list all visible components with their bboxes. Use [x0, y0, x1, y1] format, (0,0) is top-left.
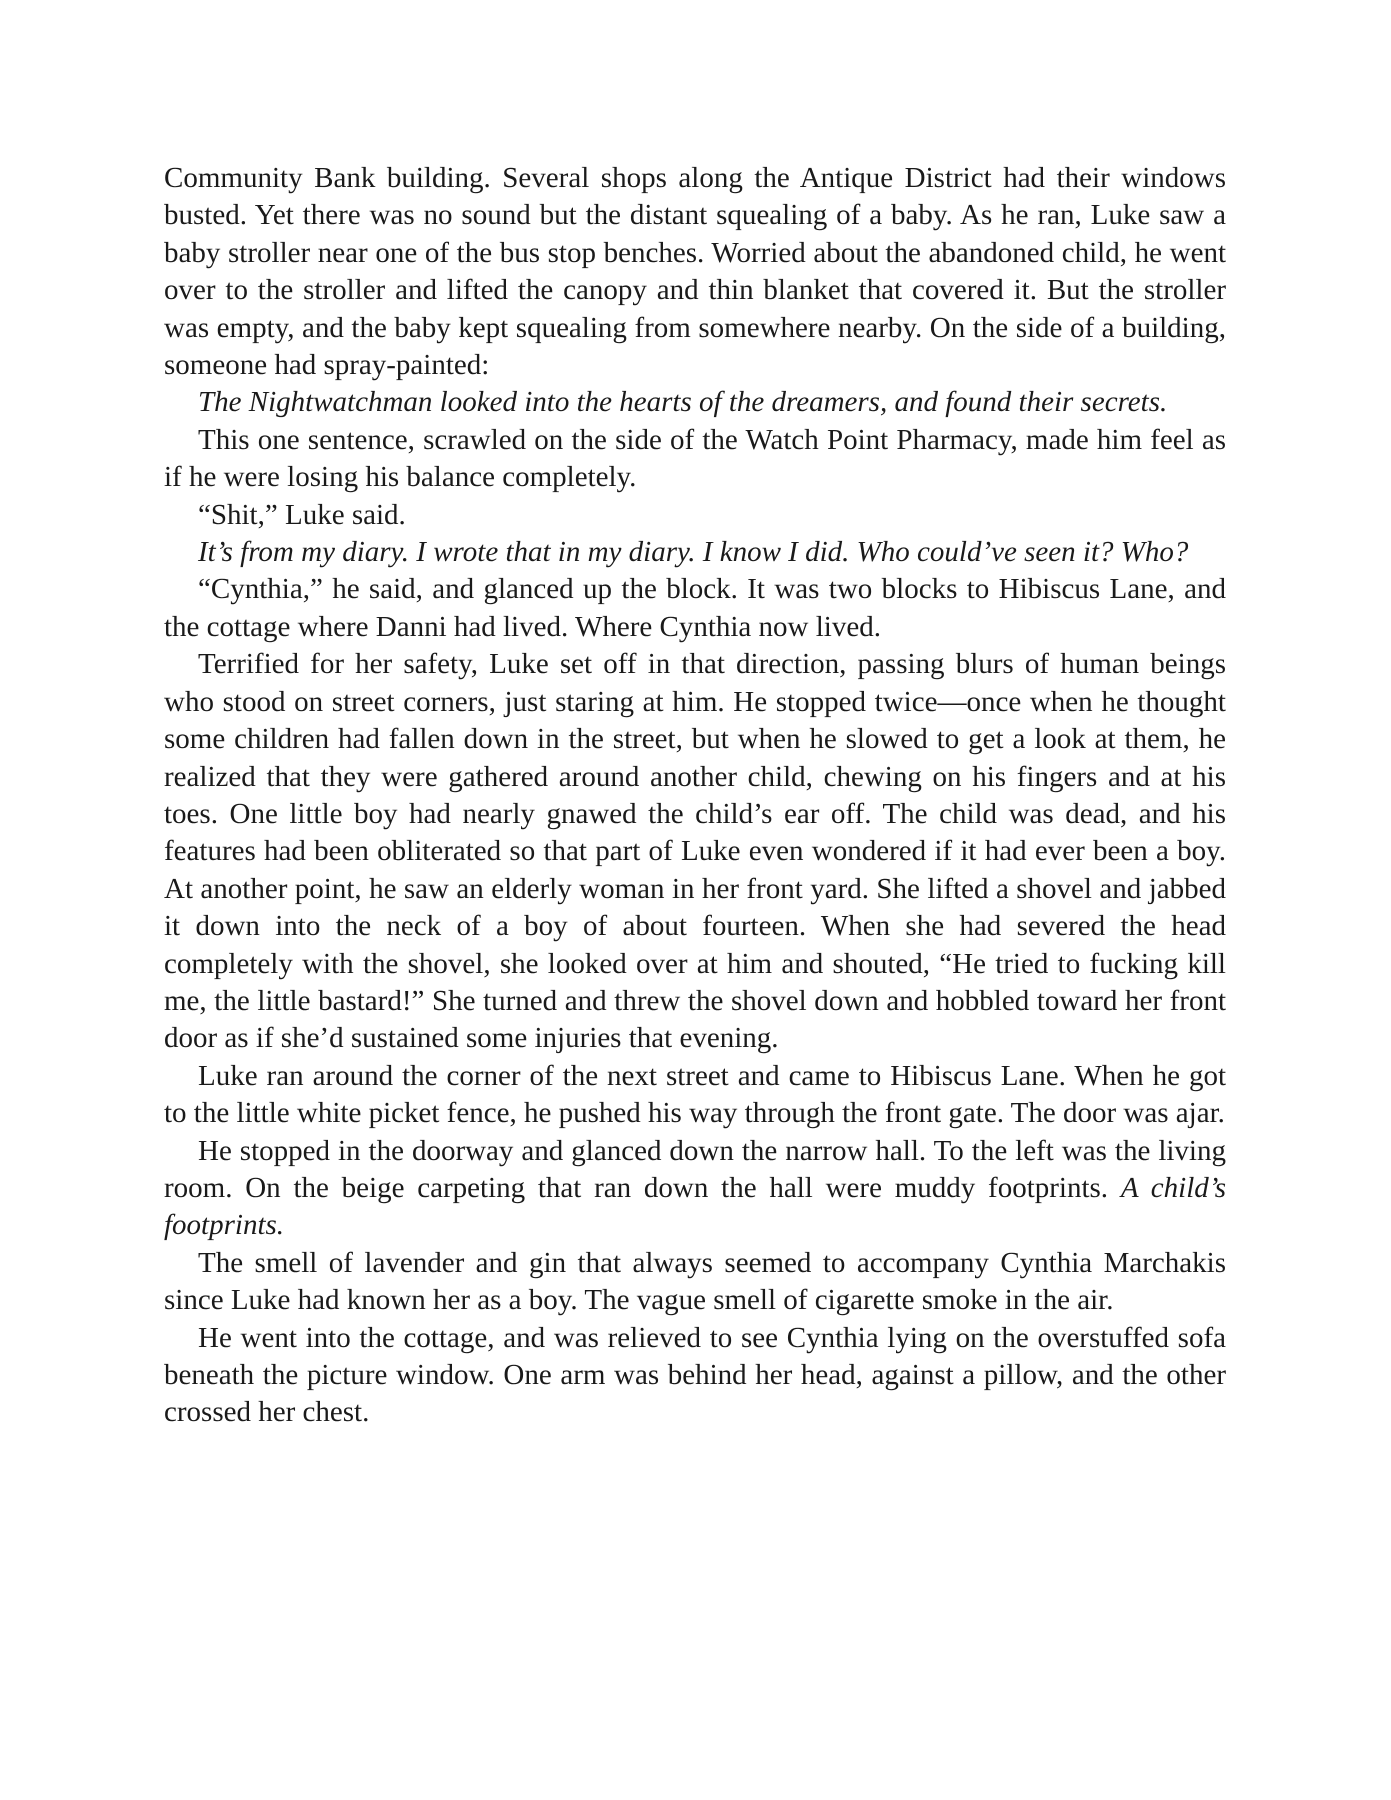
italic-text: It’s from my diary. I wrote that in my diary. I know I did. Who could’ve seen it? Who?: [198, 536, 1189, 569]
paragraph-8: [164, 1058, 1226, 1133]
paragraph-2: [164, 384, 1226, 421]
italic-text: A child’s footprints.: [164, 1171, 1226, 1242]
paragraph-text: Luke ran around the corner of the next street and came to Hibiscus Lane. When he got to the little white picket fence, he pushed his way through the front gate. The door was ajar.: [164, 1059, 1226, 1130]
paragraph-10: [164, 1245, 1226, 1320]
paragraph-text: Terrified for her safety, Luke set off in that direction, passing blurs of human beings who stood on street corners, just staring at him. He stopped twice—once when he thought some children had fallen down in the street, but when he slowed to get a look at them, he realized that they were gathered around another child, chewing on his fingers and at his toes. One little boy had nearly gnawed the child’s ear off. The child was dead, and his features had been obliterated so that part of Luke even wondered if it had ever been a boy. At another point, he saw an elderly woman in her front yard. She lifted a shovel and jabbed it down into the neck of a boy of about fourteen. When she had severed the head completely with the shovel, she looked over at him and shouted, “He tried to fucking kill me, the little bastard!” She turned and threw the shovel down and hobbled toward her front door as if she’d sustained some injuries that evening.: [164, 648, 1226, 1055]
paragraph-9: [164, 1133, 1226, 1245]
italic-text: The Nightwatchman looked into the hearts of the dreamers, and found their secrets.: [198, 386, 1168, 419]
paragraph-1: [164, 160, 1226, 384]
paragraph-3: [164, 422, 1226, 497]
book-page-body: [164, 160, 1226, 1432]
paragraph-11: [164, 1320, 1226, 1432]
paragraph-6: [164, 571, 1226, 646]
paragraph-text: He went into the cottage, and was relieved to see Cynthia lying on the overstuffed sofa beneath the picture window. One arm was behind her head, against a pillow, and the other crossed her chest.: [164, 1321, 1226, 1429]
paragraph-5: [164, 534, 1226, 571]
paragraph-7: [164, 646, 1226, 1057]
paragraph-text: Community Bank building. Several shops along the Antique District had their windows busted. Yet there was no sound but the distant squealing of a baby. As he ran, Luke saw a baby stroller near one of the bus stop benches. Worried about the abandoned child, he went over to the stroller and lifted the canopy and thin blanket that covered it. But the stroller was empty, and the baby kept squealing from somewhere nearby. On the side of a building, someone had spray-painted:: [164, 162, 1226, 382]
paragraph-text: He stopped in the doorway and glanced down the narrow hall. To the left was the living room. On the beige carpeting that ran down the hall were muddy footprints.: [164, 1134, 1226, 1204]
paragraph-text: “Shit,” Luke said.: [198, 498, 406, 531]
paragraph-text: This one sentence, scrawled on the side of the Watch Point Pharmacy, made him feel as if he were losing his balance completely.: [164, 423, 1226, 494]
paragraph-text: “Cynthia,” he said, and glanced up the block. It was two blocks to Hibiscus Lane, and the cottage where Danni had lived. Where Cynthia now lived.: [164, 573, 1226, 643]
paragraph-4: [164, 497, 1226, 534]
paragraph-text: The smell of lavender and gin that always seemed to accompany Cynthia Marchakis since Luke had known her as a boy. The vague smell of cigarette smoke in the air.: [164, 1246, 1226, 1317]
